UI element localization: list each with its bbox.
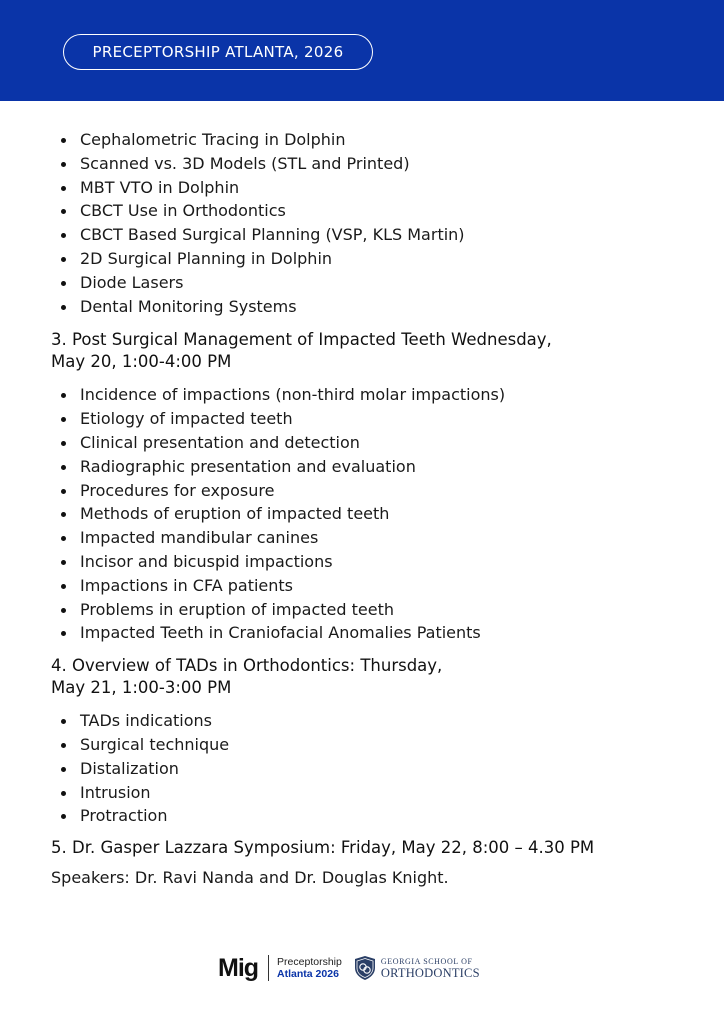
list-item: Dental Monitoring Systems <box>51 295 691 319</box>
footer-divider <box>268 955 269 981</box>
topic-list-1 <box>51 128 691 318</box>
list-item: Procedures for exposure <box>51 479 691 503</box>
section-3-heading <box>51 329 691 373</box>
section-4-list <box>51 709 691 828</box>
list-item: Incidence of impactions (non-third molar impactions) <box>51 383 691 407</box>
list-item: Protraction <box>51 804 691 828</box>
preceptorship-line-2: Atlanta 2026 <box>277 968 339 980</box>
speakers-text: Speakers: Dr. Ravi Nanda and Dr. Douglas Knight. <box>51 868 449 888</box>
list-item: Problems in eruption of impacted teeth <box>51 598 691 622</box>
document-content <box>51 128 691 889</box>
section-3-list <box>51 383 691 645</box>
list-item: Scanned vs. 3D Models (STL and Printed) <box>51 152 691 176</box>
list-item: TADs indications <box>51 709 691 733</box>
list-item: Incisor and bicuspid impactions <box>51 550 691 574</box>
shield-icon <box>354 955 376 981</box>
list-item: Intrusion <box>51 781 691 805</box>
list-item: Cephalometric Tracing in Dolphin <box>51 128 691 152</box>
section-4-heading <box>51 655 691 699</box>
header-title: PRECEPTORSHIP ATLANTA, 2026 <box>63 34 373 70</box>
list-item: CBCT Based Surgical Planning (VSP, KLS Martin) <box>51 223 691 247</box>
georgia-school-logo <box>381 957 480 979</box>
mig-logo: Mig <box>218 953 259 982</box>
list-item: Clinical presentation and detection <box>51 431 691 455</box>
section-5-heading: 5. Dr. Gasper Lazzara Symposium: Friday, May 22, 8:00 – 4.30 PM <box>51 838 595 858</box>
list-item: Diode Lasers <box>51 271 691 295</box>
preceptorship-line-1: Preceptorship <box>277 956 342 968</box>
header-banner <box>0 0 724 101</box>
school-line-2: ORTHODONTICS <box>380 966 480 980</box>
section-3-heading-line-1: 3. Post Surgical Management of Impacted Teeth Wednesday, <box>51 330 552 350</box>
list-item: Distalization <box>51 757 691 781</box>
list-item: MBT VTO in Dolphin <box>51 176 691 200</box>
section-4-heading-line-2: May 21, 1:00-3:00 PM <box>51 678 232 698</box>
section-4-heading-line-1: 4. Overview of TADs in Orthodontics: Thursday, <box>51 656 443 676</box>
list-item: Methods of eruption of impacted teeth <box>51 502 691 526</box>
preceptorship-logo <box>277 956 342 980</box>
footer-logos <box>218 953 480 983</box>
list-item: Etiology of impacted teeth <box>51 407 691 431</box>
list-item: Impacted Teeth in Craniofacial Anomalies Patients <box>51 621 691 645</box>
list-item: Radiographic presentation and evaluation <box>51 455 691 479</box>
list-item: 2D Surgical Planning in Dolphin <box>51 247 691 271</box>
section-3-heading-line-2: May 20, 1:00-4:00 PM <box>51 352 232 372</box>
list-item: Surgical technique <box>51 733 691 757</box>
list-item: CBCT Use in Orthodontics <box>51 199 691 223</box>
school-line-1: GEORGIA SCHOOL OF <box>380 957 473 966</box>
list-item: Impacted mandibular canines <box>51 526 691 550</box>
list-item: Impactions in CFA patients <box>51 574 691 598</box>
